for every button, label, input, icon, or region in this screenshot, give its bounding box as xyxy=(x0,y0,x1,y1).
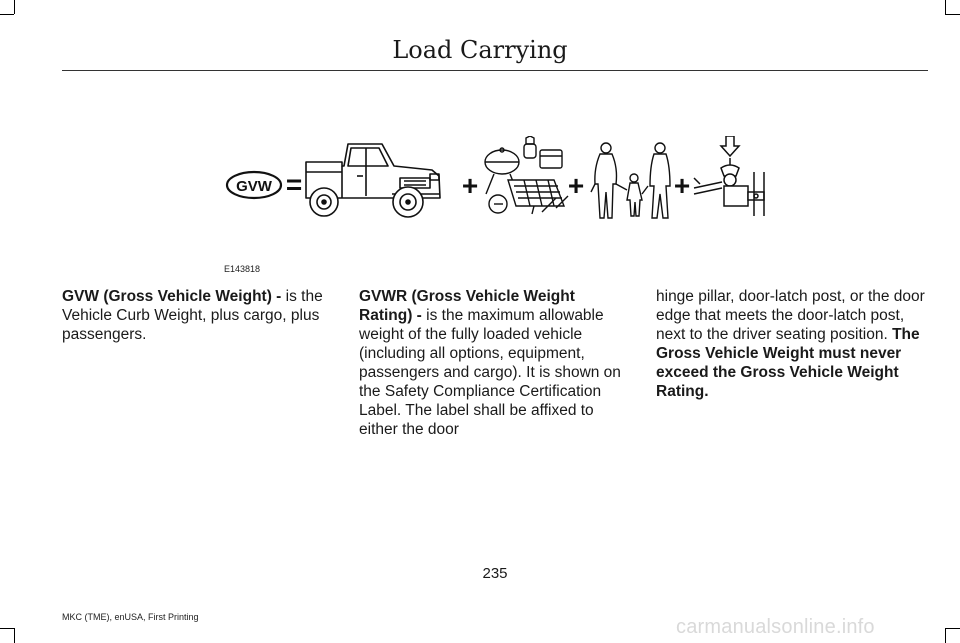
gvwr-definition xyxy=(359,287,629,439)
crop-mark xyxy=(945,628,960,629)
pickup-truck-icon xyxy=(306,144,440,217)
page-title: Load Carrying xyxy=(392,36,568,64)
watermark: carmanualsonline.info xyxy=(676,616,875,638)
edition-info: MKC (TME), enUSA, First Printing xyxy=(62,612,199,622)
crop-mark xyxy=(0,628,14,629)
gvw-definition xyxy=(62,287,332,344)
header-divider xyxy=(62,70,928,71)
gvwr-definition-continued xyxy=(656,287,931,401)
page-number: 235 xyxy=(482,565,508,582)
tongue-load-icon xyxy=(694,136,764,216)
plus-sign: + xyxy=(567,170,585,201)
gvw-term: GVW (Gross Vehicle Weight) - xyxy=(62,288,282,305)
gvwr-warning: The Gross Vehicle Weight must never exceed the Gross Vehicle Weight Rating. xyxy=(656,326,920,400)
label-location-text: hinge pillar, door-latch post, or the door edge that meets the door-latch post, next to the driver seating position. xyxy=(656,288,925,343)
gvwr-term: GVWR (Gross Vehicle Weight Rating) - xyxy=(359,288,575,324)
cargo-icon xyxy=(485,136,568,214)
passengers-icon xyxy=(591,143,670,218)
gvw-badge xyxy=(227,172,281,198)
crop-mark xyxy=(945,14,960,15)
gvw-text: is the Vehicle Curb Weight, plus cargo, plus passengers. xyxy=(62,288,323,343)
equals-sign: = xyxy=(285,169,303,200)
plus-sign: + xyxy=(461,170,479,201)
gvw-label: GVW xyxy=(236,178,272,195)
crop-mark xyxy=(0,14,14,15)
plus-sign: + xyxy=(673,170,691,201)
crop-mark xyxy=(945,628,946,643)
figure-id: E143818 xyxy=(224,264,261,274)
gvwr-text: is the maximum allowable weight of the fully loaded vehicle (including all options, equipment, passengers and cargo). It is shown on the Safety Compliance Certification Label. The label shall be affixed to either the door xyxy=(359,307,621,438)
crop-mark xyxy=(945,0,946,14)
crop-mark xyxy=(14,0,15,14)
gvw-illustration xyxy=(224,136,768,232)
crop-mark xyxy=(14,628,15,643)
